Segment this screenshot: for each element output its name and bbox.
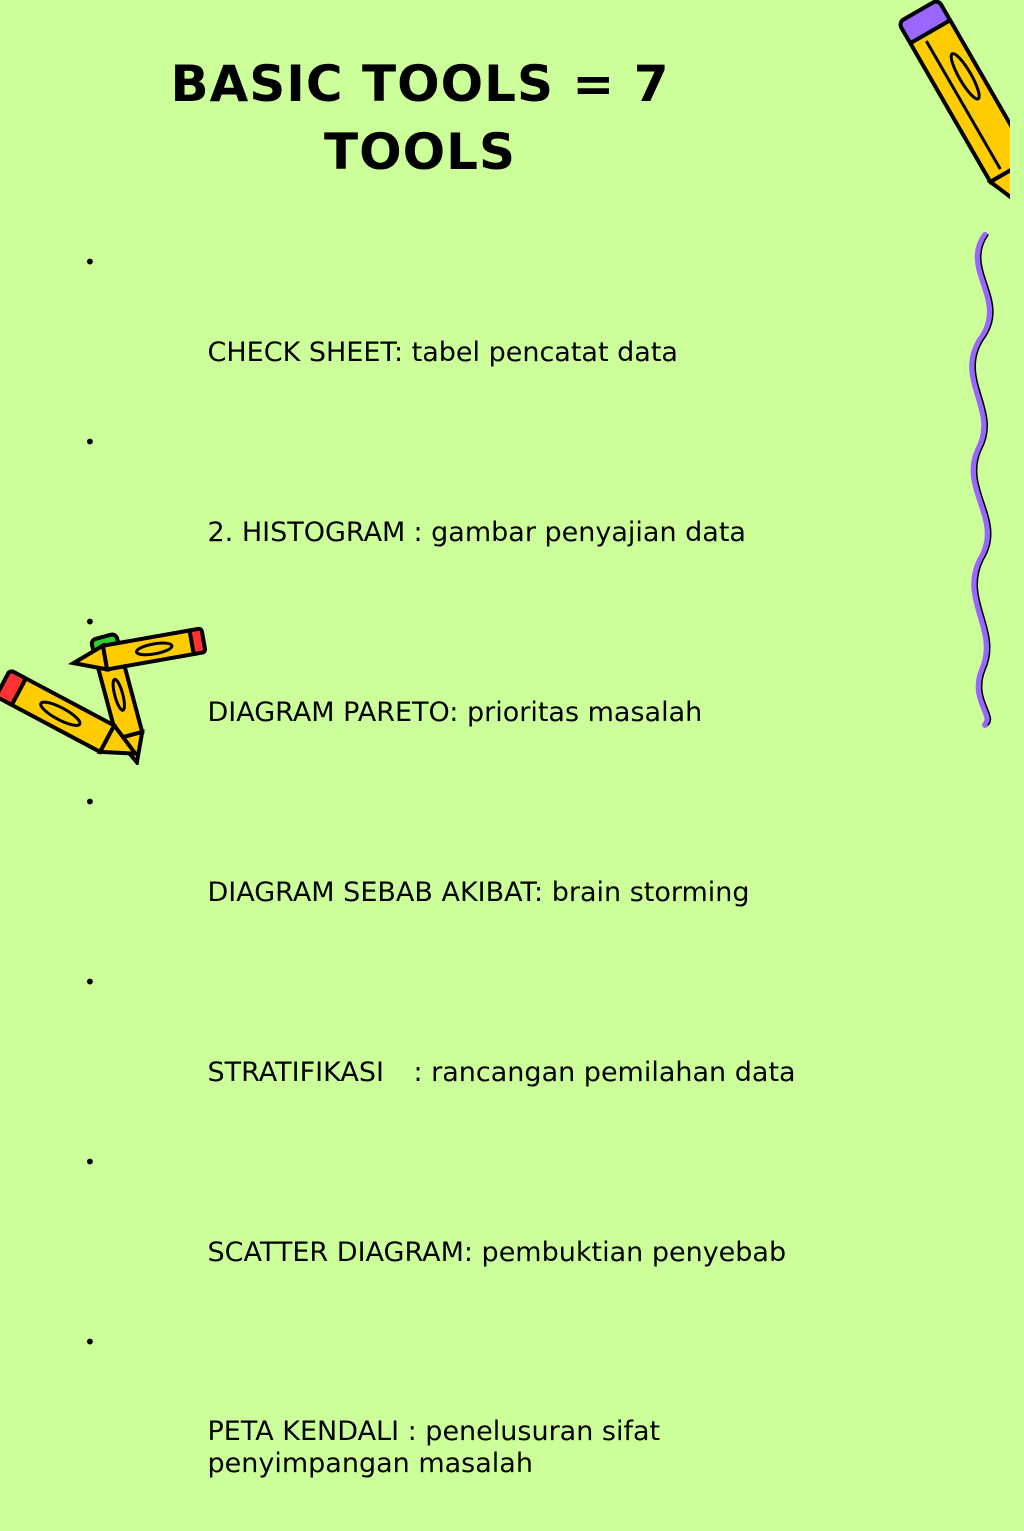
title-line-2: TOOLS xyxy=(324,123,516,181)
title-line-1: BASIC TOOLS = 7 xyxy=(170,55,670,113)
list-item xyxy=(84,240,944,420)
bullet-marker: • xyxy=(84,430,96,454)
list-item-text: DIAGRAM PARETO: prioritas masalah xyxy=(207,697,703,728)
bullet-marker: • xyxy=(84,970,96,994)
list-item xyxy=(84,1320,944,1531)
bullet-marker: • xyxy=(84,790,96,814)
bullet-marker: • xyxy=(84,250,96,274)
slide-title xyxy=(120,50,720,186)
list-item-text: STRATIFIKASI : rancangan pemilahan data xyxy=(207,1057,796,1088)
list-item xyxy=(84,420,944,600)
list-item-text: SCATTER DIAGRAM: pembuktian penyebab xyxy=(207,1237,787,1268)
bullet-list xyxy=(84,240,944,1531)
list-item xyxy=(84,780,944,960)
pencil-icon xyxy=(850,0,1010,250)
scribble-line xyxy=(940,230,1020,730)
list-item xyxy=(84,960,944,1140)
pencil-icon xyxy=(0,615,220,765)
list-item-text: CHECK SHEET: tabel pencatat data xyxy=(207,337,678,368)
bullet-marker: • xyxy=(84,610,96,634)
list-item-text: 2. HISTOGRAM : gambar penyajian data xyxy=(207,517,746,548)
list-item xyxy=(84,1140,944,1320)
list-item-text: PETA KENDALI : penelusuran sifat penyimpangan masalah xyxy=(207,1416,661,1479)
bullet-marker: • xyxy=(84,1150,96,1174)
list-item-text: DIAGRAM SEBAB AKIBAT: brain storming xyxy=(207,877,750,908)
bullet-marker: • xyxy=(84,1330,96,1354)
